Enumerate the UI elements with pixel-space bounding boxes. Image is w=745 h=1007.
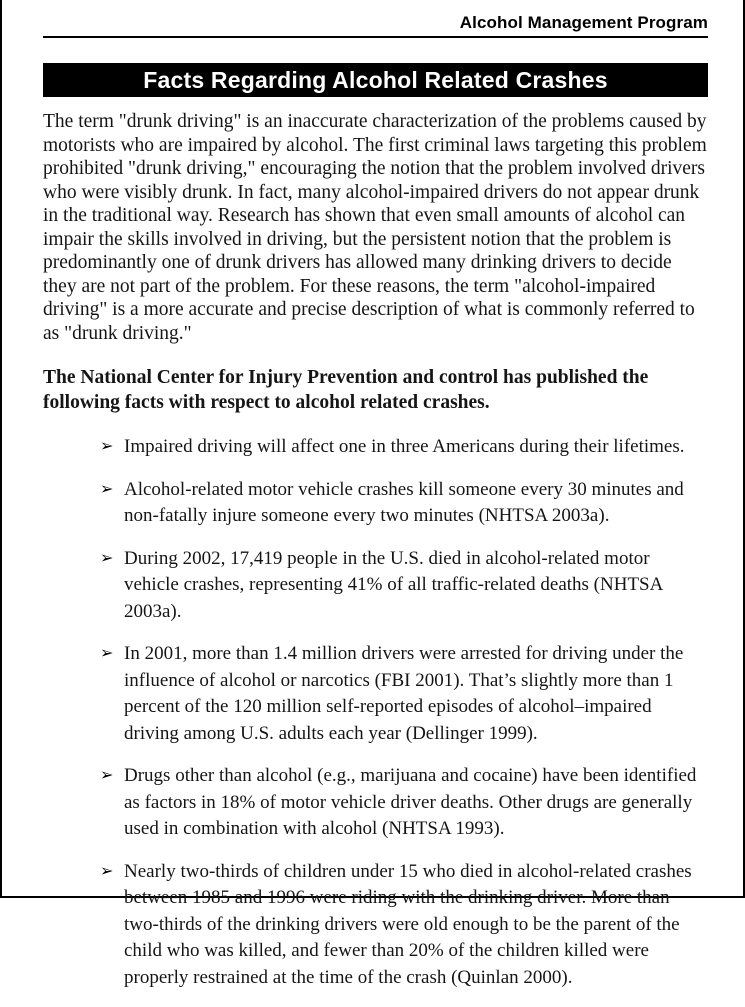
list-item-text: Drugs other than alcohol (e.g., marijuana and cocaine) have been identified as factors in 18% of motor vehicle driver deaths. Other drugs are generally used in combination with alcohol (NHTSA 1993).	[124, 765, 697, 839]
arrow-bullet-icon: ➢	[100, 549, 114, 567]
list-item	[43, 763, 708, 843]
list-item-text: Nearly two-thirds of children under 15 who died in alcohol-related crashes between 1985 and 1996 were riding with the drinking driver. More than two-thirds of the drinking drivers were old enough to be the parent of the child who was killed, and fewer than 20% of the children killed were properly restrained at the time of the crash (Quinlan 2000).	[124, 860, 692, 988]
list-item	[43, 434, 708, 461]
intro-paragraph: The term "drunk driving" is an inaccurate characterization of the problems caused by motorists who are impaired by alcohol. The first criminal laws targeting this problem prohibited "drunk driving," encouraging the notion that the problem involved drivers who were visibly drunk. In fact, many alcohol-impaired drivers do not appear drunk in the traditional way. Research has shown that even small amounts of alcohol can impair the skills involved in driving, but the persistent notion that the problem is predominantly one of drunk drivers has allowed many drinking drivers to decide they are not part of the problem. For these reasons, the term "alcohol-impaired driving" is a more accurate and precise description of what is commonly referred to as "drunk driving."	[43, 111, 707, 344]
list-item	[43, 546, 708, 626]
lead-statement: The National Center for Injury Prevention and control has published the following facts with respect to alcohol related crashes.	[43, 366, 649, 413]
list-item	[43, 641, 708, 747]
facts-list	[43, 434, 708, 991]
page-title: Facts Regarding Alcohol Related Crashes	[143, 67, 608, 93]
arrow-bullet-icon: ➢	[100, 480, 114, 498]
arrow-bullet-icon: ➢	[100, 438, 114, 455]
header-title: Alcohol Management Program	[459, 13, 708, 32]
list-item-text: During 2002, 17,419 people in the U.S. died in alcohol-related motor vehicle crashes, representing 41% of all traffic-related deaths (NHTSA 2003a).	[124, 547, 663, 622]
list-item-text: Alcohol-related motor vehicle crashes kill someone every 30 minutes and non-fatally injure someone every two minutes (NHTSA 2003a).	[124, 478, 684, 526]
list-item-text: In 2001, more than 1.4 million drivers were arrested for driving under the influence of alcohol or narcotics (FBI 2001). That’s slightly more than 1 percent of the 120 million self-reported episodes of alcohol–impaired driving among U.S. adults each year (Dellinger 1999).	[124, 643, 684, 744]
list-item	[43, 859, 708, 992]
section-title-banner	[43, 63, 708, 97]
arrow-bullet-icon: ➢	[100, 862, 114, 880]
list-item-text: Impaired driving will affect one in three Americans during their lifetimes.	[124, 436, 685, 457]
page-content	[43, 0, 708, 1007]
arrow-bullet-icon: ➢	[100, 645, 114, 662]
running-header	[43, 0, 708, 38]
list-item	[43, 477, 708, 530]
arrow-bullet-icon: ➢	[100, 767, 114, 784]
